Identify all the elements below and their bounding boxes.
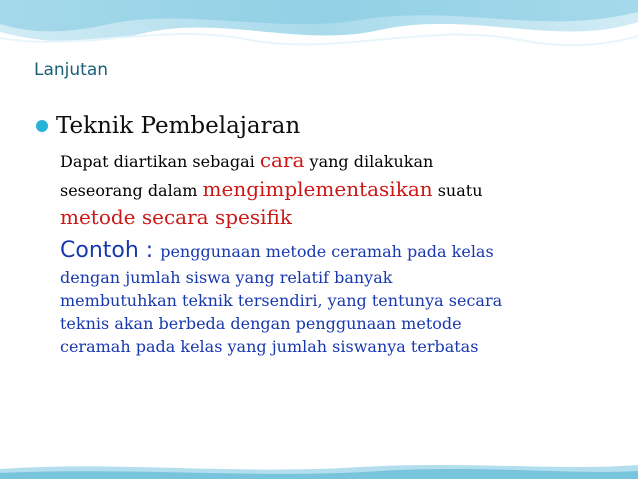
slide-body <box>60 146 605 358</box>
bottom-wave-decoration <box>0 459 638 479</box>
definition-text: Dapat diartikan sebagai <box>60 152 260 171</box>
definition-text: yang dilakukan <box>304 152 434 171</box>
top-wave-decoration <box>0 0 638 60</box>
example-line-3: membutuhkan teknik tersendiri, yang tentunya secara <box>60 291 503 310</box>
example-line-4: teknis akan berbeda dengan penggunaan metode <box>60 314 462 333</box>
emphasis-mengimplementasikan: mengimplementasikan <box>202 177 433 201</box>
definition-line-1 <box>60 146 605 176</box>
bullet-item <box>36 113 300 139</box>
definition-text: suatu <box>432 181 483 200</box>
bullet-heading: Teknik Pembelajaran <box>56 113 301 139</box>
slide-title: Lanjutan <box>34 60 109 80</box>
example-block <box>60 237 605 358</box>
emphasis-metode: metode secara spesifik <box>60 205 292 229</box>
definition-line-2 <box>60 176 605 204</box>
example-line-1 <box>60 237 605 266</box>
definition-text: seseorang dalam <box>60 181 203 200</box>
example-line-5: ceramah pada kelas yang jumlah siswanya terbatas <box>60 337 479 356</box>
example-line-2: dengan jumlah siswa yang relatif banyak <box>60 268 393 287</box>
emphasis-cara: cara <box>259 148 305 172</box>
example-text: penggunaan metode ceramah pada kelas <box>160 242 494 261</box>
bullet-dot-icon <box>36 120 48 132</box>
example-label: Contoh : <box>60 238 161 263</box>
